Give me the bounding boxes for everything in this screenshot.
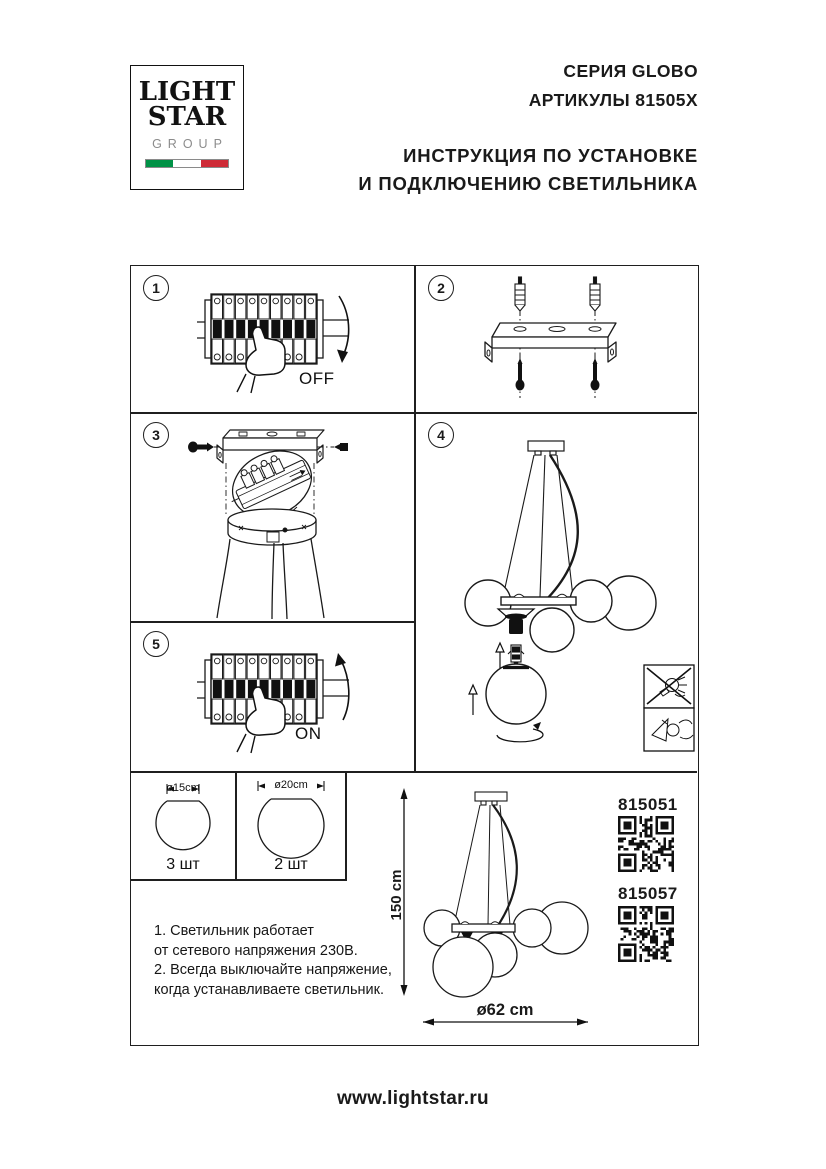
use-cloth-icon <box>644 708 694 751</box>
note-line: 1. Светильник работает <box>154 923 314 939</box>
instruction-title <box>358 142 698 198</box>
step-panel-1 <box>131 266 414 412</box>
article-code-815057: 815057 <box>618 884 678 903</box>
circuit-breaker-on-figure <box>197 640 397 768</box>
arrow-up-icon <box>469 685 477 715</box>
arrow-down-icon <box>337 296 349 363</box>
qr-code-815051 <box>618 816 674 872</box>
arrow-up-icon <box>496 643 504 669</box>
rotate-arrow-icon <box>497 722 543 742</box>
warning-no-bare-hands-icon <box>644 665 694 708</box>
shade-size-box-large <box>236 772 346 879</box>
shade-size-box-small <box>131 772 235 879</box>
off-label: OFF <box>299 369 335 388</box>
step-number-badge: 3 <box>143 422 169 448</box>
step-panel-3 <box>131 413 414 621</box>
mounting-bracket-figure <box>416 266 698 412</box>
circuit-breaker-off-figure <box>197 280 397 408</box>
qr-code-815057 <box>618 906 674 962</box>
lamp-socket-icon <box>498 609 534 634</box>
chandelier-assembly-figure <box>416 413 698 771</box>
logo-word-group: GROUP <box>152 137 228 151</box>
screw-icons <box>516 358 600 391</box>
document-header <box>358 60 698 198</box>
step-number-badge: 2 <box>428 275 454 301</box>
shade-quantity-label: 2 шт <box>274 856 308 873</box>
step-panel-4 <box>416 413 698 771</box>
logo-word-star: STAR <box>147 102 227 132</box>
wall-plug-icons <box>515 277 600 311</box>
shade-diameter-label: ø20cm <box>274 779 308 791</box>
step-number-badge: 4 <box>428 422 454 448</box>
website-url: www.lightstar.ru <box>337 1088 489 1109</box>
shade-quantity-label: 3 шт <box>166 856 200 873</box>
chandelier-dimensions-figure <box>390 780 600 1036</box>
safety-notes <box>154 922 404 1000</box>
articles-title: АРТИКУЛЫ 81505X <box>528 90 698 110</box>
lightstar-logo <box>130 65 244 190</box>
instruction-title-line1: ИНСТРУКЦИЯ ПО УСТАНОВКЕ <box>403 145 698 166</box>
note-line: 2. Всегда выключайте напряжение, <box>154 962 392 978</box>
on-label: ON <box>295 724 322 743</box>
flag-white-segment <box>173 160 200 167</box>
shade-diameter-label: ø15cm <box>166 782 200 794</box>
arrow-up-icon <box>335 653 349 720</box>
glass-globe-icon <box>486 664 546 724</box>
logo-word-light: LIGHT <box>138 77 236 107</box>
instruction-title-line2: И ПОДКЛЮЧЕНИЮ СВЕТИЛЬНИКА <box>358 173 698 194</box>
flag-green-segment <box>146 160 173 167</box>
height-dimension-label: 150 cm <box>388 869 405 921</box>
note-line: когда устанавливаете светильник. <box>154 981 385 998</box>
step-number-badge: 5 <box>143 631 169 657</box>
article-code-815051: 815051 <box>618 795 678 814</box>
canopy-wiring-figure <box>131 413 414 621</box>
step-number-badge: 1 <box>143 275 169 301</box>
step-panel-5 <box>131 622 414 771</box>
step-panel-2 <box>416 266 698 412</box>
series-title: СЕРИЯ GLOBO <box>563 61 698 81</box>
note-line: от сетевого напряжения 230В. <box>154 942 358 959</box>
shade-box-bottom-line <box>130 879 347 881</box>
italian-flag-stripe <box>145 159 229 168</box>
width-dimension-label: ø62 cm <box>476 1001 534 1019</box>
flag-red-segment <box>201 160 228 167</box>
